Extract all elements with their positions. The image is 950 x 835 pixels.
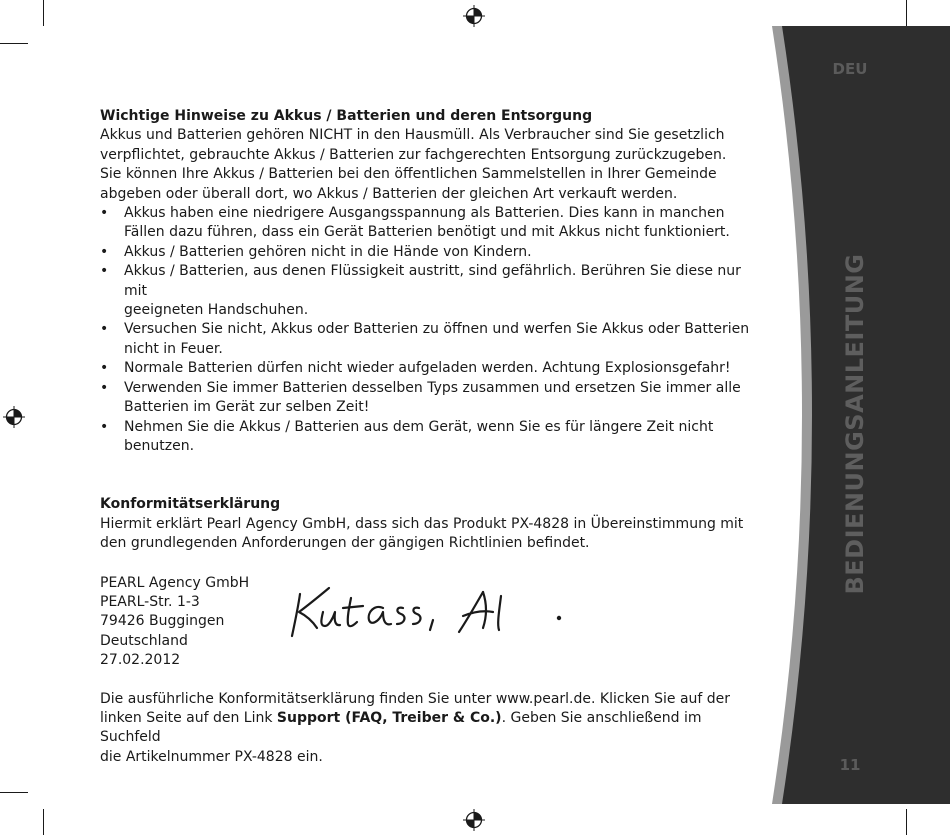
- crop-mark-icon: [906, 0, 907, 26]
- bullet-icon: •: [100, 263, 109, 280]
- bullet-icon: •: [100, 360, 109, 377]
- battery-bullet-list: [100, 204, 750, 456]
- list-item: [100, 418, 750, 457]
- list-item-text: Versuchen Sie nicht, Akkus oder Batterien zu öffnen und werfen Sie Akkus oder Batterien: [124, 321, 750, 338]
- list-item: [100, 359, 750, 378]
- list-item: [100, 262, 750, 320]
- list-item: [100, 379, 750, 418]
- address-block: [100, 574, 280, 671]
- list-item-text: Akkus / Batterien, aus denen Flüssigkeit austritt, sind gefährlich. Berühren Sie diese nur mit: [124, 263, 741, 299]
- list-item: [100, 204, 750, 243]
- text-line: Akkus und Batterien gehören NICHT in den Hausmüll. Als Verbraucher sind Sie gesetzlich: [100, 127, 725, 144]
- more-info-text: [100, 690, 750, 768]
- conformity-text: [100, 515, 750, 554]
- text-line: Hiermit erklärt Pearl Agency GmbH, dass sich das Produkt PX-4828 in Übereinstimmung mit: [100, 515, 744, 532]
- conformity-heading: Konformitätserklärung: [100, 496, 281, 513]
- text-line: Die ausführliche Konformitätserklärung finden Sie unter www.pearl.de. Klicken Sie auf der: [100, 690, 731, 707]
- crop-mark-icon: [43, 809, 44, 835]
- crop-mark-icon: [0, 792, 28, 793]
- spacer: [100, 671, 750, 690]
- street: PEARL-Str. 1-3: [100, 593, 200, 610]
- manual-title-vertical: BEDIENUNGSANLEITUNG: [841, 253, 869, 595]
- spacer: [100, 554, 750, 574]
- company-name: PEARL Agency GmbH: [100, 574, 250, 591]
- list-item-text: Akkus / Batterien gehören nicht in die Hände von Kindern.: [124, 243, 532, 260]
- registration-mark-icon: [463, 809, 485, 831]
- crop-mark-icon: [906, 809, 907, 835]
- text-line: Sie können Ihre Akkus / Batterien bei den öffentlichen Sammelstellen in Ihrer Gemeinde: [100, 166, 717, 183]
- crop-mark-icon: [0, 43, 28, 44]
- list-item-text: geeigneten Handschuhen.: [124, 302, 309, 319]
- list-item: [100, 320, 750, 359]
- language-label: DEU: [832, 60, 868, 78]
- battery-heading: Wichtige Hinweise zu Akkus / Batterien und deren Entsorgung: [100, 108, 593, 124]
- text-line: abgeben oder überall dort, wo Akkus / Batterien der gleichen Art verkauft werden.: [100, 185, 678, 202]
- bullet-icon: •: [100, 418, 109, 435]
- text-line: den grundlegenden Anforderungen der gängigen Richtlinien befindet.: [100, 535, 590, 552]
- crop-mark-icon: [43, 0, 44, 26]
- list-item-text: Verwenden Sie immer Batterien desselben Typs zusammen und ersetzen Sie immer alle: [124, 379, 741, 396]
- country: Deutschland: [100, 632, 188, 649]
- signature-icon: [287, 576, 577, 640]
- date: 27.02.2012: [100, 652, 181, 669]
- bullet-icon: •: [100, 379, 109, 396]
- main-content: [100, 107, 750, 767]
- list-item-text: Batterien im Gerät zur selben Zeit!: [124, 399, 370, 416]
- list-item-text: nicht in Feuer.: [124, 340, 223, 357]
- text-line: verpflichtet, gebrauchte Akkus / Batterien zur fachgerechten Entsorgung zurückzugeben.: [100, 146, 727, 163]
- spacer: [100, 456, 750, 495]
- bullet-icon: •: [100, 321, 109, 338]
- text-line: die Artikelnummer PX-4828 ein.: [100, 748, 323, 765]
- list-item-text: Normale Batterien dürfen nicht wieder aufgeladen werden. Achtung Explosionsgefahr!: [124, 360, 731, 377]
- registration-mark-icon: [463, 5, 485, 27]
- list-item: [100, 243, 750, 262]
- list-item-text: Akkus haben eine niedrigere Ausgangsspannung als Batterien. Dies kann in manchen: [124, 205, 725, 222]
- support-link: Support (FAQ, Treiber & Co.): [276, 709, 502, 726]
- list-item-text: Nehmen Sie die Akkus / Batterien aus dem Gerät, wenn Sie es für längere Zeit nicht: [124, 418, 714, 435]
- list-item-text: benutzen.: [124, 437, 195, 454]
- registration-mark-icon: [3, 406, 25, 428]
- bullet-icon: •: [100, 243, 109, 260]
- bullet-icon: •: [100, 205, 109, 222]
- battery-intro: [100, 126, 750, 204]
- city: 79426 Buggingen: [100, 613, 225, 630]
- text-line: linken Seite auf den Link: [100, 709, 277, 726]
- page-number: 11: [839, 756, 861, 774]
- list-item-text: Fällen dazu führen, dass ein Gerät Batterien benötigt und mit Akkus nicht funktioniert.: [124, 224, 730, 241]
- text-line: . Geben Sie anschließend im Suchfeld: [100, 709, 702, 746]
